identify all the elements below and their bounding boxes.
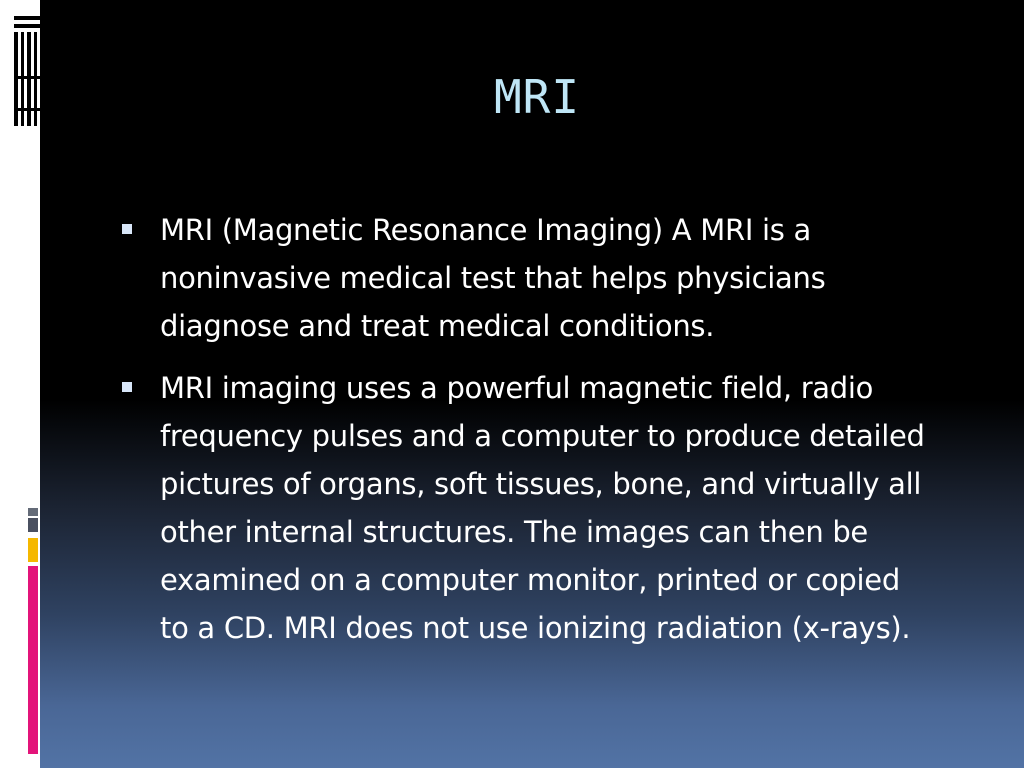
- decorative-emblem-icon: [14, 16, 40, 126]
- bullet-item: [122, 206, 932, 350]
- accent-bar-gray: [28, 508, 38, 516]
- bullet-list: [122, 206, 932, 666]
- bullet-text: MRI (Magnetic Resonance Imaging) A MRI is a noninvasive medical test that helps physicians diagnose and treat medical conditions.: [160, 213, 826, 343]
- square-bullet-icon: [122, 382, 132, 392]
- accent-bar-dark-gray: [28, 518, 38, 532]
- square-bullet-icon: [122, 224, 132, 234]
- accent-bar-amber: [28, 538, 38, 562]
- accent-bar-pink: [28, 566, 38, 754]
- slide-title: MRI: [493, 70, 581, 124]
- bullet-text: MRI imaging uses a powerful magnetic field, radio frequency pulses and a computer to produce detailed pictures of organs, soft tissues, bone, and virtually all other internal structures. The images can then be examined on a computer monitor, printed or copied to a CD. MRI does not use ionizing radiation (x-rays).: [160, 371, 925, 645]
- slide-canvas: [40, 0, 1024, 768]
- left-decorative-strip: [0, 0, 40, 768]
- bullet-item: [122, 364, 932, 652]
